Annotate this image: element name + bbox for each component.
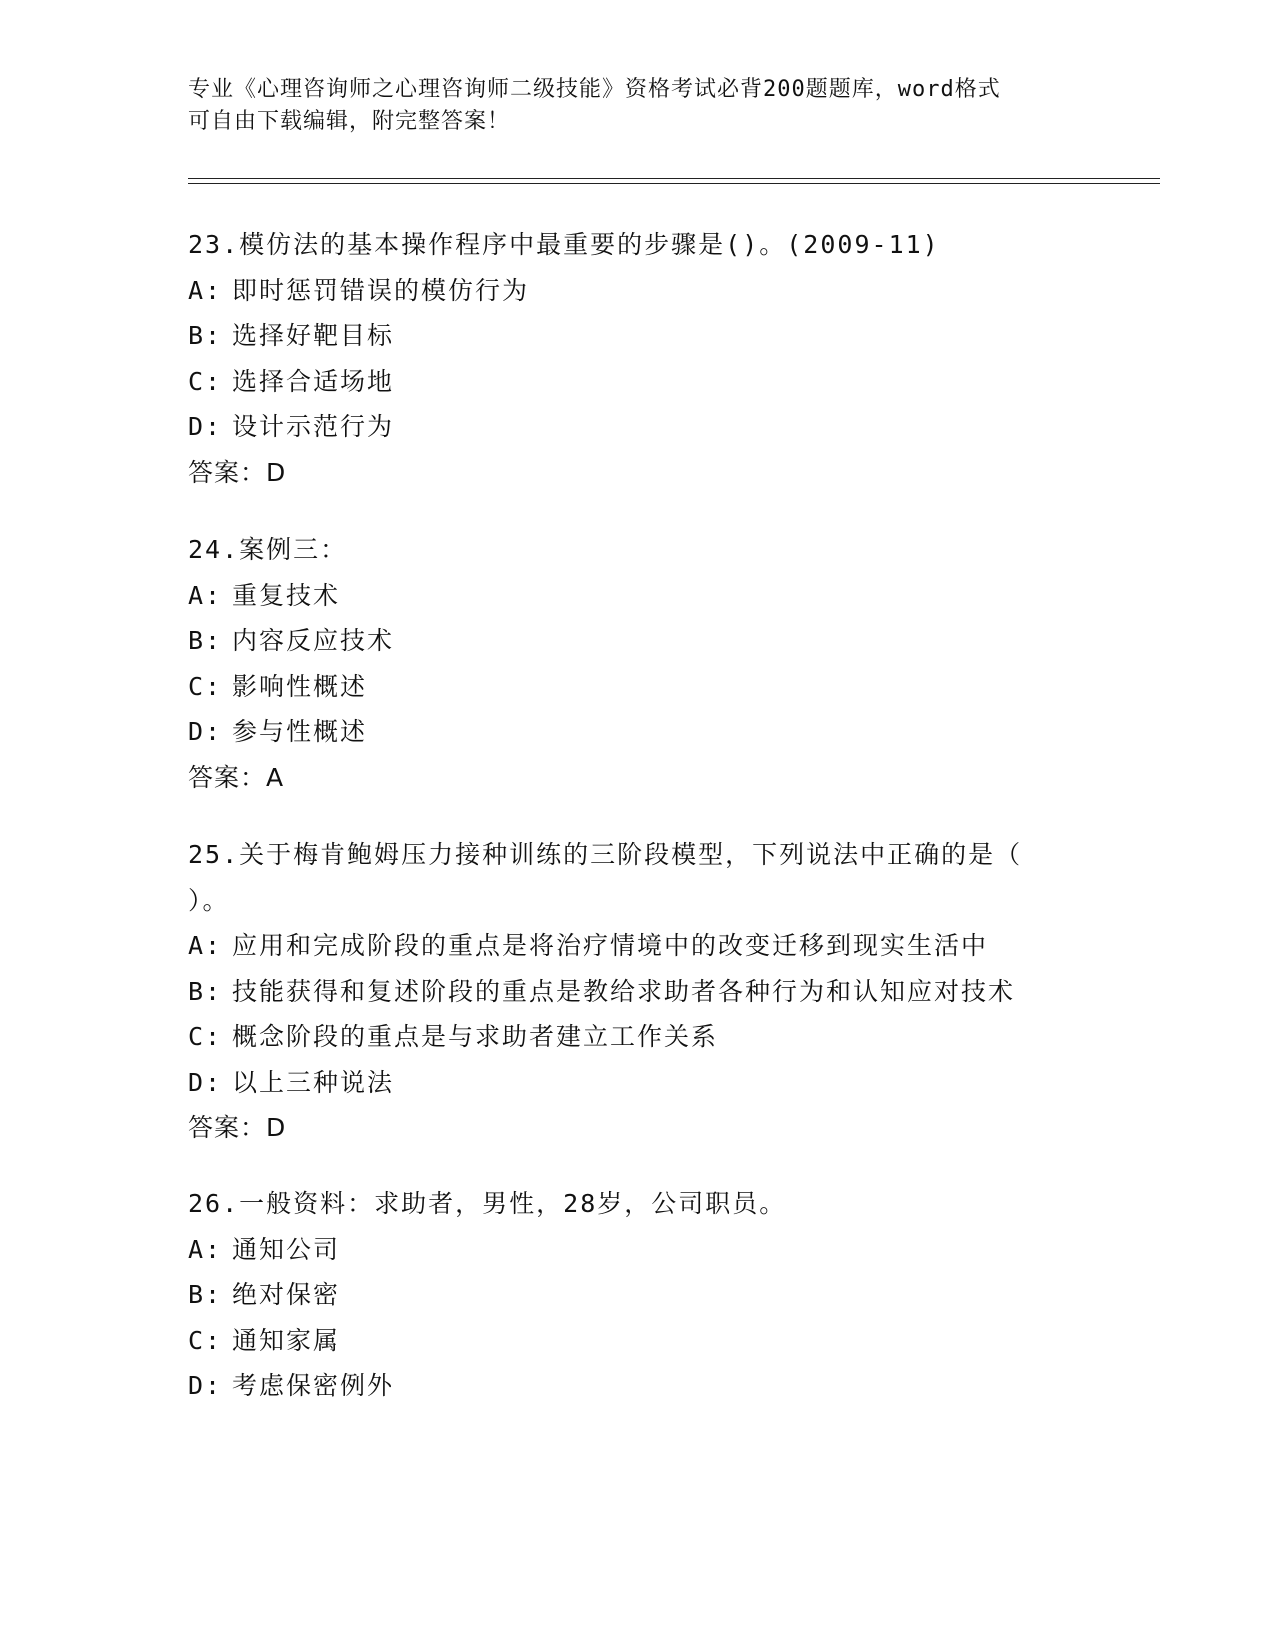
answer: 答案：D [188,457,287,487]
option-text: 重复技术 [232,580,341,610]
question-stem-continuation: ）。 [188,885,230,915]
option-text: 参与性概述 [232,717,368,746]
option-b [188,618,1088,664]
option-a [188,268,1088,314]
question-stem: 26.一般资料：求助者，男性，28岁，公司职员。 [188,1189,787,1218]
option-letter: C: [188,671,223,701]
option-c [188,1318,1088,1364]
option-letter: B: [188,321,223,350]
option-letter: B: [188,626,223,655]
option-c [188,359,1088,405]
header-line-2: 可自由下载编辑，附完整答案！ [188,109,511,134]
document-header [188,74,1088,138]
option-d [188,1060,1088,1106]
question-24 [188,527,1088,800]
option-a [188,573,1088,619]
option-text: 考虑保密例外 [232,1371,395,1400]
option-letter: A: [188,1234,223,1264]
option-c [188,1014,1088,1060]
answer: 答案：A [188,762,285,792]
option-d [188,404,1088,450]
option-text: 以上三种说法 [232,1067,395,1097]
option-letter: A: [188,580,223,610]
header-line-1: 专业《心理咨询师之心理咨询师二级技能》资格考试必背200题题库，word格式 [188,77,1001,102]
option-letter: C: [188,1022,223,1051]
question-stem: 23.模仿法的基本操作程序中最重要的步骤是()。(2009-11) [188,230,940,259]
question-stem: 25.关于梅肯鲍姆压力接种训练的三阶段模型，下列说法中正确的是（ [188,840,1023,869]
option-letter: B: [188,1280,223,1309]
option-letter: D: [188,412,223,441]
option-a [188,1227,1088,1273]
question-26 [188,1181,1088,1409]
option-text: 内容反应技术 [232,626,395,655]
option-text: 绝对保密 [232,1280,341,1309]
option-d [188,709,1088,755]
question-stem: 24.案例三： [188,535,348,564]
option-letter: A: [188,931,223,960]
answer: 答案：D [188,1113,287,1142]
option-text: 通知家属 [232,1325,341,1355]
option-text: 概念阶段的重点是与求助者建立工作关系 [232,1022,719,1051]
option-text: 通知公司 [232,1234,341,1264]
option-letter: D: [188,1371,223,1400]
option-text: 技能获得和复述阶段的重点是教给求助者各种行为和认知应对技术 [232,976,1016,1006]
option-b [188,969,1088,1015]
option-text: 设计示范行为 [232,412,395,441]
option-d [188,1363,1088,1409]
option-b [188,1272,1088,1318]
option-letter: A: [188,275,223,305]
option-letter: B: [188,976,223,1006]
question-23 [188,222,1088,495]
option-letter: C: [188,366,223,396]
option-b [188,313,1088,359]
option-text: 影响性概述 [232,671,368,701]
option-letter: D: [188,1067,223,1097]
option-text: 即时惩罚错误的模仿行为 [232,275,530,305]
option-c [188,664,1088,710]
question-25 [188,832,1088,1151]
option-text: 应用和完成阶段的重点是将治疗情境中的改变迁移到现实生活中 [232,931,989,960]
option-letter: D: [188,717,223,746]
option-a [188,923,1088,969]
option-letter: C: [188,1325,223,1355]
header-divider [188,178,1160,184]
option-text: 选择好靶目标 [232,321,395,350]
option-text: 选择合适场地 [232,366,395,396]
